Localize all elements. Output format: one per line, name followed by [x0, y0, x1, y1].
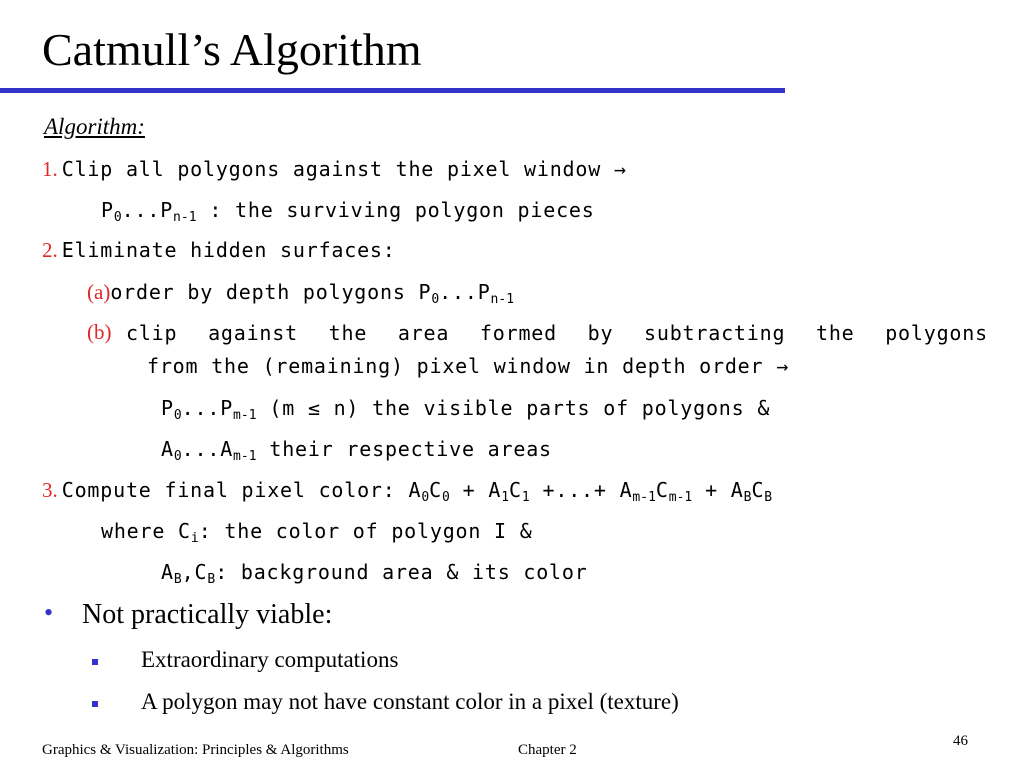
step-1 [42, 156, 627, 182]
step-2b-line2: from the (remaining) pixel window in depth order → [147, 354, 790, 378]
sub-bullet: Extraordinary computations [141, 647, 399, 672]
f-t7: + A [692, 478, 744, 502]
where-sub: i [190, 531, 199, 546]
f-t6: C [655, 478, 669, 502]
areas-sub1: m-1 [233, 449, 257, 464]
step-2b [87, 320, 112, 345]
step-2-text: Eliminate hidden surfaces: [61, 238, 396, 262]
step-3-where [101, 518, 533, 552]
step-2b-word: polygons [885, 321, 988, 345]
visible-sub1: m-1 [233, 408, 257, 423]
step-1-result-dots: ...P [121, 198, 174, 222]
areas-text: their respective areas [256, 437, 552, 461]
f-sub: 0 [421, 490, 430, 505]
bullet-main: Not practically viable: [82, 599, 333, 630]
step-1-result-p: P [101, 198, 114, 222]
bg-sub-a: B [173, 572, 182, 587]
page-number: 46 [953, 733, 968, 749]
step-2-number: 2. [42, 238, 58, 262]
step-2b-word: formed [479, 321, 557, 345]
bg-a: A [161, 560, 174, 584]
step-1-result-sub0: 0 [113, 210, 122, 225]
f-sub: B [764, 490, 773, 505]
f-sub: 1 [501, 490, 510, 505]
step-2b-line1 [126, 320, 988, 346]
step-2b-word: by [587, 321, 614, 345]
step-1-result-text: : the surviving polygon pieces [196, 198, 595, 222]
step-2 [42, 237, 396, 263]
areas-dots: ...A [181, 437, 234, 461]
step-3-number: 3. [42, 478, 58, 502]
step-2b-word: area [397, 321, 450, 345]
where-text: where C [101, 519, 191, 543]
f-t3: + A [449, 478, 502, 502]
sub-bullet: A polygon may not have constant color in a pixel (texture) [141, 689, 679, 714]
step-2a-label: (a) [87, 280, 111, 304]
f-sub: m-1 [668, 490, 693, 505]
step-2b-word: clip [126, 321, 178, 345]
footer-book-title: Graphics & Visualization: Principles & Algorithms [42, 742, 349, 758]
step-1-number: 1. [42, 157, 58, 181]
f-t2: C [429, 478, 442, 502]
step-2a-text [110, 280, 515, 307]
step-2b-word: subtracting [644, 321, 786, 345]
step-2b-areas [161, 436, 552, 470]
visible-dots: ...P [181, 396, 234, 420]
step-3-background [161, 559, 588, 593]
step-2b-word: against [208, 321, 298, 345]
step-3 [42, 477, 772, 511]
title-underline [0, 88, 785, 93]
areas-sub0: 0 [173, 449, 182, 464]
step-2a [87, 279, 514, 313]
step-2a-sub1: n-1 [490, 292, 515, 307]
square-bullet-icon [92, 701, 98, 707]
footer-chapter: Chapter 2 [518, 742, 577, 758]
f-sub: 1 [521, 490, 530, 505]
step-2a-dots: ...P [439, 280, 491, 304]
step-2b-word: the [815, 321, 855, 345]
f-t1: Compute final pixel color: A [61, 478, 422, 502]
algorithm-heading: Algorithm: [44, 114, 145, 139]
bg-sub-c: B [207, 572, 216, 587]
step-1-result-sub1: n-1 [173, 210, 197, 225]
visible-sub0: 0 [173, 408, 182, 423]
square-bullet-icon [92, 659, 98, 665]
step-1-result [101, 197, 595, 231]
step-2a-sub0: 0 [431, 292, 440, 307]
f-t8: C [751, 478, 765, 502]
bg-rest: : background area & its color [215, 560, 588, 584]
f-sub: m-1 [632, 490, 656, 505]
visible-text: (m ≤ n) the visible parts of polygons & [256, 396, 771, 420]
areas-a: A [161, 437, 174, 461]
step-2b-label: (b) [87, 320, 112, 344]
where-rest: : the color of polygon I & [198, 519, 533, 543]
f-sub: 0 [441, 490, 450, 505]
bg-c: ,C [181, 560, 208, 584]
slide-title: Catmull’s Algorithm [42, 24, 422, 75]
f-t4: C [509, 478, 522, 502]
f-sub: B [743, 490, 752, 505]
step-2a-main: order by depth polygons P [110, 280, 432, 304]
step-2b-visible-parts [161, 395, 770, 429]
step-3-formula [61, 478, 773, 505]
step-1-text: Clip all polygons against the pixel window → [61, 157, 627, 181]
bullet-dot-icon: • [44, 598, 54, 627]
step-2b-word: the [328, 321, 368, 345]
f-t5: +...+ A [529, 478, 633, 502]
visible-p: P [161, 396, 174, 420]
